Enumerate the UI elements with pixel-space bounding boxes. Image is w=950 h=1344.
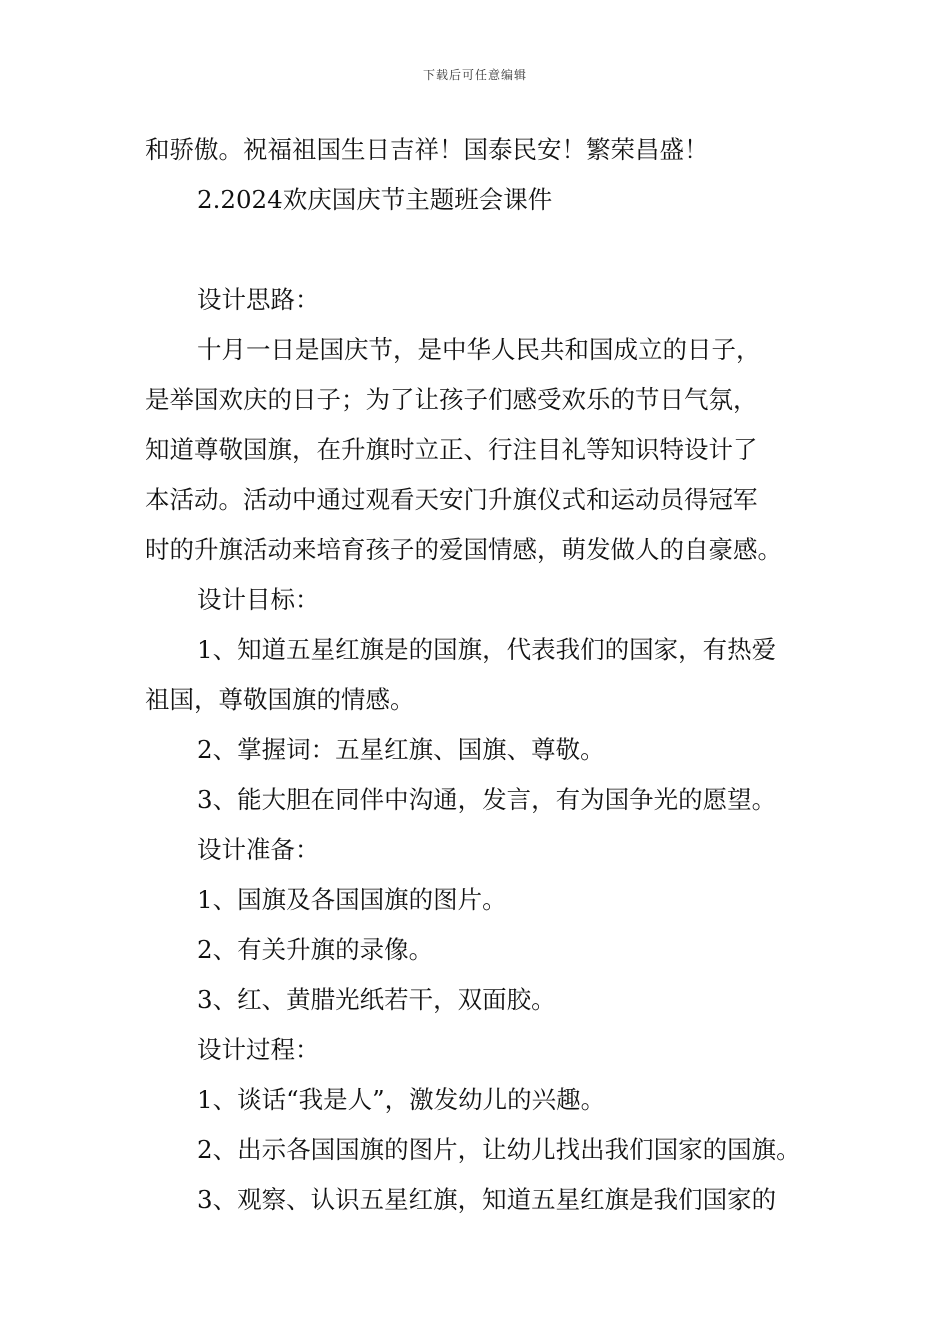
text-line: 2.2024欢庆国庆节主题班会课件 [197,185,553,214]
text-line: 祖国，尊敬国旗的情感。 [145,685,415,714]
text-line: 设计过程： [197,1035,320,1064]
text-line: 3、能大胆在同伴中沟通，发言，有为国争光的愿望。 [197,785,777,814]
document-body [145,125,810,1225]
blank-line [145,225,810,275]
text-line: 3、观察、认识五星红旗，知道五星红旗是我们国家的 [197,1185,777,1214]
text-line: 和骄傲。祝福祖国生日吉祥！国泰民安！繁荣昌盛！ [145,135,709,164]
text-line: 本活动。活动中通过观看天安门升旗仪式和运动员得冠军 [145,485,758,514]
text-line: 1、谈话“我是人”，激发幼儿的兴趣。 [197,1085,606,1114]
text-line: 是举国欢庆的日子；为了让孩子们感受欢乐的节日气氛， [145,385,758,414]
text-line: 3、红、黄腊光纸若干，双面胶。 [197,985,556,1014]
text-line: 十月一日是国庆节，是中华人民共和国成立的日子， [197,335,761,364]
text-line: 设计目标： [197,585,320,614]
text-line: 1、国旗及各国国旗的图片。 [197,885,507,914]
text-line: 时的升旗活动来培育孩子的爱国情感，萌发做人的自豪感。 [145,535,782,564]
text-line: 设计思路： [197,285,320,314]
text-line: 2、出示各国国旗的图片，让幼儿找出我们国家的国旗。 [197,1135,801,1164]
page-header: 下载后可任意编辑 [422,68,527,82]
text-line: 设计准备： [197,835,320,864]
text-line: 知道尊敬国旗，在升旗时立正、行注目礼等知识特设计了 [145,435,758,464]
text-line: 1、知道五星红旗是的国旗，代表我们的国家，有热爱 [197,635,777,664]
text-line: 2、掌握词：五星红旗、国旗、尊敬。 [197,735,605,764]
text-line: 2、有关升旗的录像。 [197,935,434,964]
